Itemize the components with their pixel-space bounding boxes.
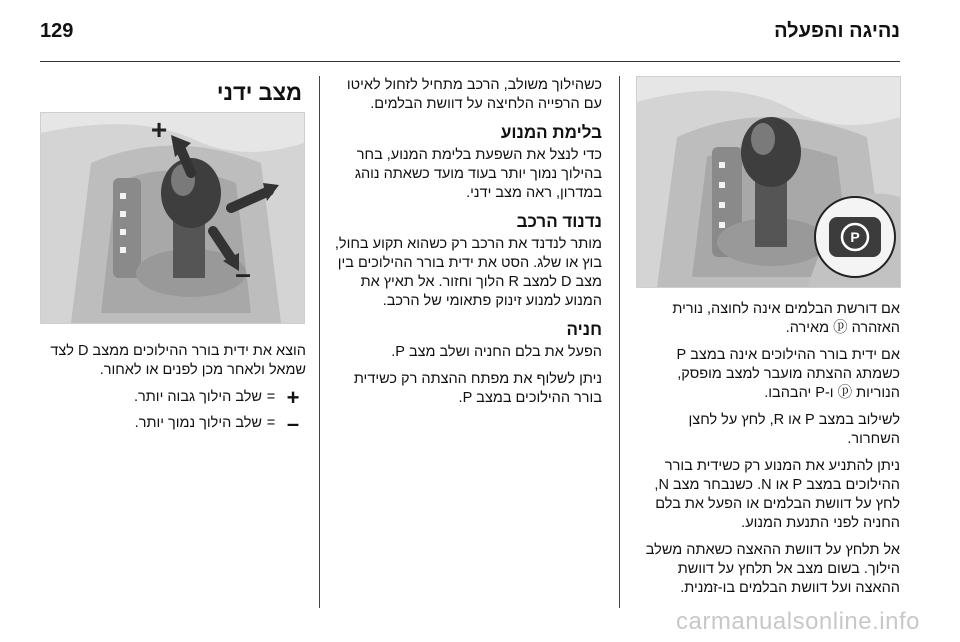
paragraph-key-removal: ניתן לשלוף את מפתח ההצתה רק כשידית בורר ההילוכים במצב P. <box>353 371 602 406</box>
page-title: נהיגה והפעלה <box>774 20 900 42</box>
paragraph-release-button: לשילוב במצב P או R, לחץ על לחצן השחרור. <box>688 412 900 447</box>
plus-description: שלב הילוך גבוה יותר. <box>134 389 262 405</box>
equals-sign: = <box>266 389 276 405</box>
manual-mode-illustration <box>41 113 304 323</box>
header-rule <box>40 61 900 62</box>
heading-parking: חניה <box>566 320 602 339</box>
minus-row <box>40 411 306 436</box>
heading-rocking: נדנוד הרכב <box>516 212 602 231</box>
svg-text:P: P <box>850 229 860 245</box>
gear-selector-illustration <box>637 77 900 287</box>
paragraph-parking: הפעל את בלם החניה ושלב מצב P. <box>391 344 602 360</box>
paragraph-engine-braking: כדי לנצל את השפעת בלימת המנוע, בחר בהילוך נמוך יותר בעוד מועד כשאתה נוהג במדרון, ראה מצב ידני. <box>354 147 602 201</box>
column-divider-left <box>319 76 320 608</box>
minus-description: שלב הילוך נמוך יותר. <box>134 415 262 431</box>
plus-symbol-figure: + <box>150 114 168 145</box>
right-column <box>634 300 900 606</box>
paragraph-creep: כשהילוך משולב, הרכב מתחיל לזחול לאיטו עם הרפייה הלחיצה על דוושת הבלמים. <box>346 77 602 112</box>
page-number: 129 <box>40 20 74 42</box>
paragraph-manual-mode: הוצא את ידית בורר ההילוכים ממצב D לצד שמאל ולאחר מכן לפנים או לאחור. <box>50 343 306 378</box>
page-header <box>40 14 900 50</box>
paragraph-accelerator-warning: אל תלחץ על דוושת ההאצה כשאתה משלב הילוך. בשום מצב אל תלחץ על דוושת ההאצה ועל דוושת הבלמים בו-זמנית. <box>645 542 900 596</box>
paragraph-ignition-off: אם ידית בורר ההילוכים אינה במצב P כשמתג ההצתה מועבר למצב מופסק, הנוריות ⓟ ו-P יהבהבו. <box>676 347 900 401</box>
watermark: carmanualsonline.info <box>676 608 920 635</box>
plus-symbol: + <box>286 385 300 410</box>
gear-selector-figure <box>636 76 901 288</box>
paragraph-brake-warning: אם דורשת הבלמים אינה לחוצה, נורית האזהרה ⓟ מאירה. <box>672 301 900 336</box>
heading-engine-braking: בלימת המנוע <box>500 123 602 142</box>
minus-symbol-figure: – <box>235 258 251 289</box>
paragraph-rocking: מותר לנדנד את הרכב רק כשהוא תקוע בחול, בוץ או שלג. הסט את ידית בורר ההילוכים בין מצב D למצב R הלוך וחזור. אל תאיץ את המנוע למנוע זינוק פתאומי של הרכב. <box>334 236 602 309</box>
manual-mode-figure <box>40 112 305 324</box>
middle-column <box>334 76 602 416</box>
paragraph-engine-start: ניתן להתניע את המנוע רק כשידית בורר ההילוכים במצב P או N. כשנבחר מצב N, לחץ על דוושת הבלמים או הפעל את בלם החניה לפני התנעת המנוע. <box>654 458 900 531</box>
minus-symbol: – <box>286 411 300 436</box>
column-divider-right <box>619 76 620 608</box>
section-title-manual-mode: מצב ידני <box>216 80 302 105</box>
equals-sign: = <box>266 415 276 431</box>
left-column <box>40 342 306 440</box>
plus-row <box>40 385 306 410</box>
